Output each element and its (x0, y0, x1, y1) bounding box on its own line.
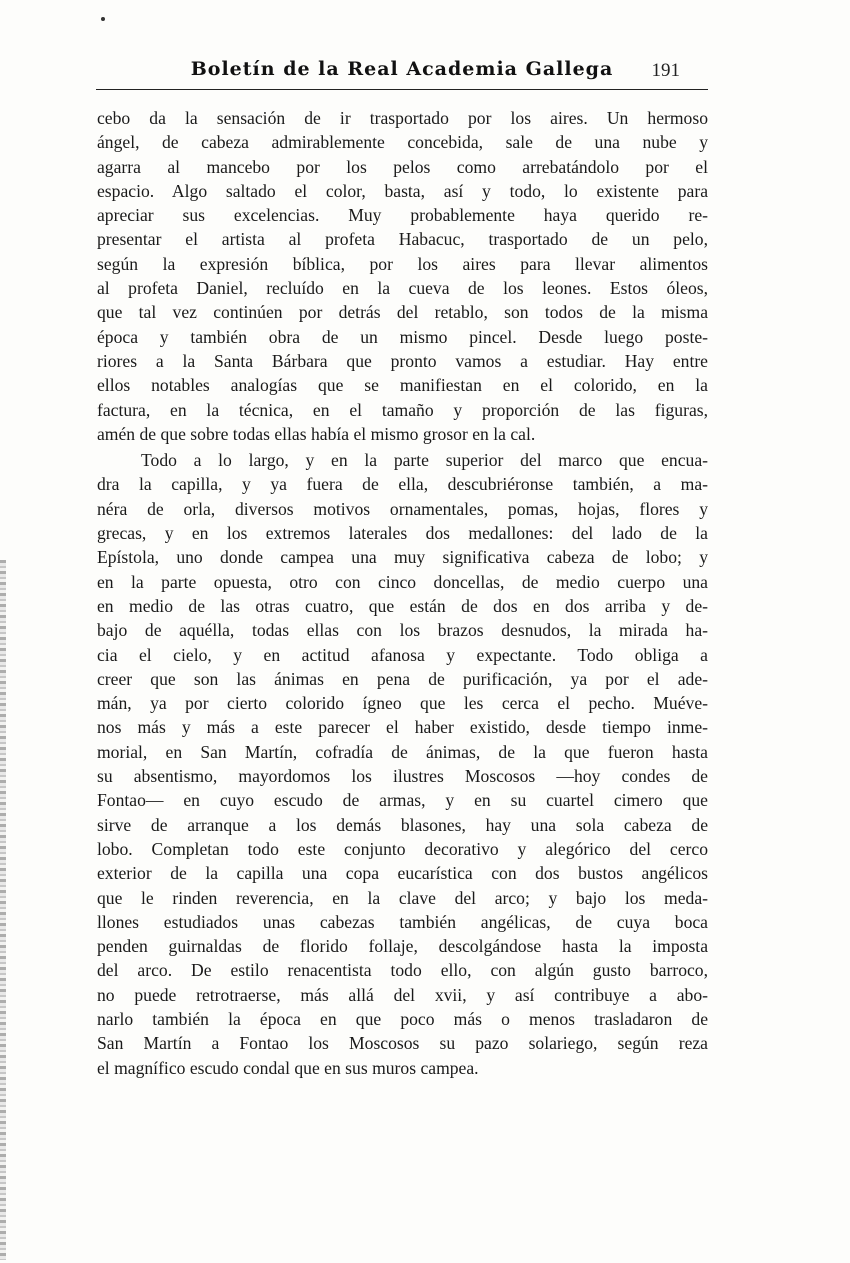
text-line: grecas, y en los extremos laterales dos medallones: del lado de la (97, 523, 708, 544)
text-line: néra de orla, diversos motivos ornamentales, pomas, hojas, flores y (97, 498, 708, 519)
text-line: bajo de aquélla, todas ellas con los brazos desnudos, la mirada ha- (97, 620, 708, 641)
text-line: no puede retrotraerse, más allá del xvii, y así contribuye a abo- (97, 984, 708, 1005)
text-line: apreciar sus excelencias. Muy probablemente haya querido re- (97, 205, 708, 226)
text-line: ángel, de cabeza admirablemente concebida, sale de una nube y (97, 132, 708, 153)
page-number: 191 (651, 60, 680, 81)
text-line: agarra al mancebo por los pelos como arrebatándolo por el (97, 156, 708, 177)
text-line: exterior de la capilla una copa eucarística con dos bustos angélicos (97, 863, 708, 884)
text-line: cebo da la sensación de ir trasportado por los aires. Un hermoso (97, 108, 708, 128)
text-line: presentar el artista al profeta Habacuc, trasportado de un pelo, (97, 229, 708, 250)
text-line: ellos notables analogías que se manifiestan en el colorido, en la (97, 375, 708, 396)
text-line: al profeta Daniel, recluído en la cueva de los leones. Estos óleos, (97, 278, 708, 299)
text-line: nos más y más a este parecer el haber existido, desde tiempo inme- (97, 717, 708, 738)
text-line: morial, en San Martín, cofradía de ánimas, de la que fueron hasta (97, 741, 708, 762)
text-line: cia el cielo, y en actitud afanosa y expectante. Todo obliga a (97, 644, 708, 665)
text-line: que le rinden reverencia, en la clave del arco; y bajo los meda- (97, 887, 708, 908)
text-line: riores a la Santa Bárbara que pronto vamos a estudiar. Hay entre (97, 350, 708, 371)
text-line: mán, ya por cierto colorido ígneo que les cerca el pecho. Muéve- (97, 693, 708, 714)
paragraph (97, 448, 708, 1080)
running-title: Boletín de la Real Academia Gallega (190, 58, 614, 80)
text-line: creer que son las ánimas en pena de purificación, ya por el ade- (97, 668, 708, 689)
text-line: del arco. De estilo renacentista todo ello, con algún gusto barroco, (97, 960, 708, 981)
text-line: que tal vez continúen por detrás del retablo, son todos de la misma (97, 302, 708, 323)
print-speck (101, 17, 105, 21)
text-line: amén de que sobre todas ellas había el mismo grosor en la cal. (97, 423, 536, 444)
text-line: en la parte opuesta, otro con cinco doncellas, de medio cuerpo una (97, 571, 708, 592)
paragraph (97, 106, 708, 446)
body-text (97, 106, 708, 1080)
text-line: dra la capilla, y ya fuera de ella, descubriéronse también, a ma- (97, 474, 708, 495)
text-line: Epístola, uno donde campea una muy significativa cabeza de lobo; y (97, 547, 708, 568)
text-line: llones estudiados unas cabezas también angélicas, de cuya boca (97, 911, 708, 932)
text-line: Todo a lo largo, y en la parte superior del marco que encua- (141, 450, 708, 471)
text-line: San Martín a Fontao los Moscosos su pazo solariego, según reza (97, 1033, 708, 1054)
text-line: el magnífico escudo condal que en sus muros campea. (97, 1057, 479, 1078)
text-line: sirve de arranque a los demás blasones, hay una sola cabeza de (97, 814, 708, 835)
binding-edge (0, 560, 6, 1260)
text-line: Fontao— en cuyo escudo de armas, y en su cuartel cimero que (97, 790, 708, 811)
text-line: narlo también la época en que poco más o menos trasladaron de (97, 1008, 708, 1029)
text-line: espacio. Algo saltado el color, basta, así y todo, lo existente para (97, 180, 708, 201)
text-line: factura, en la técnica, en el tamaño y proporción de las figuras, (97, 399, 708, 420)
text-line: según la expresión bíblica, por los aires para llevar alimentos (97, 253, 708, 274)
running-header (96, 58, 708, 88)
text-line: su absentismo, mayordomos los ilustres Moscosos —hoy condes de (97, 766, 708, 787)
text-line: en medio de las otras cuatro, que están de dos en dos arriba y de- (97, 595, 708, 616)
text-line: penden guirnaldas de florido follaje, descolgándose hasta la imposta (97, 936, 708, 957)
text-line: lobo. Completan todo este conjunto decorativo y alegórico del cerco (97, 838, 708, 859)
header-rule (96, 89, 708, 90)
text-line: época y también obra de un mismo pincel. Desde luego poste- (97, 326, 708, 347)
